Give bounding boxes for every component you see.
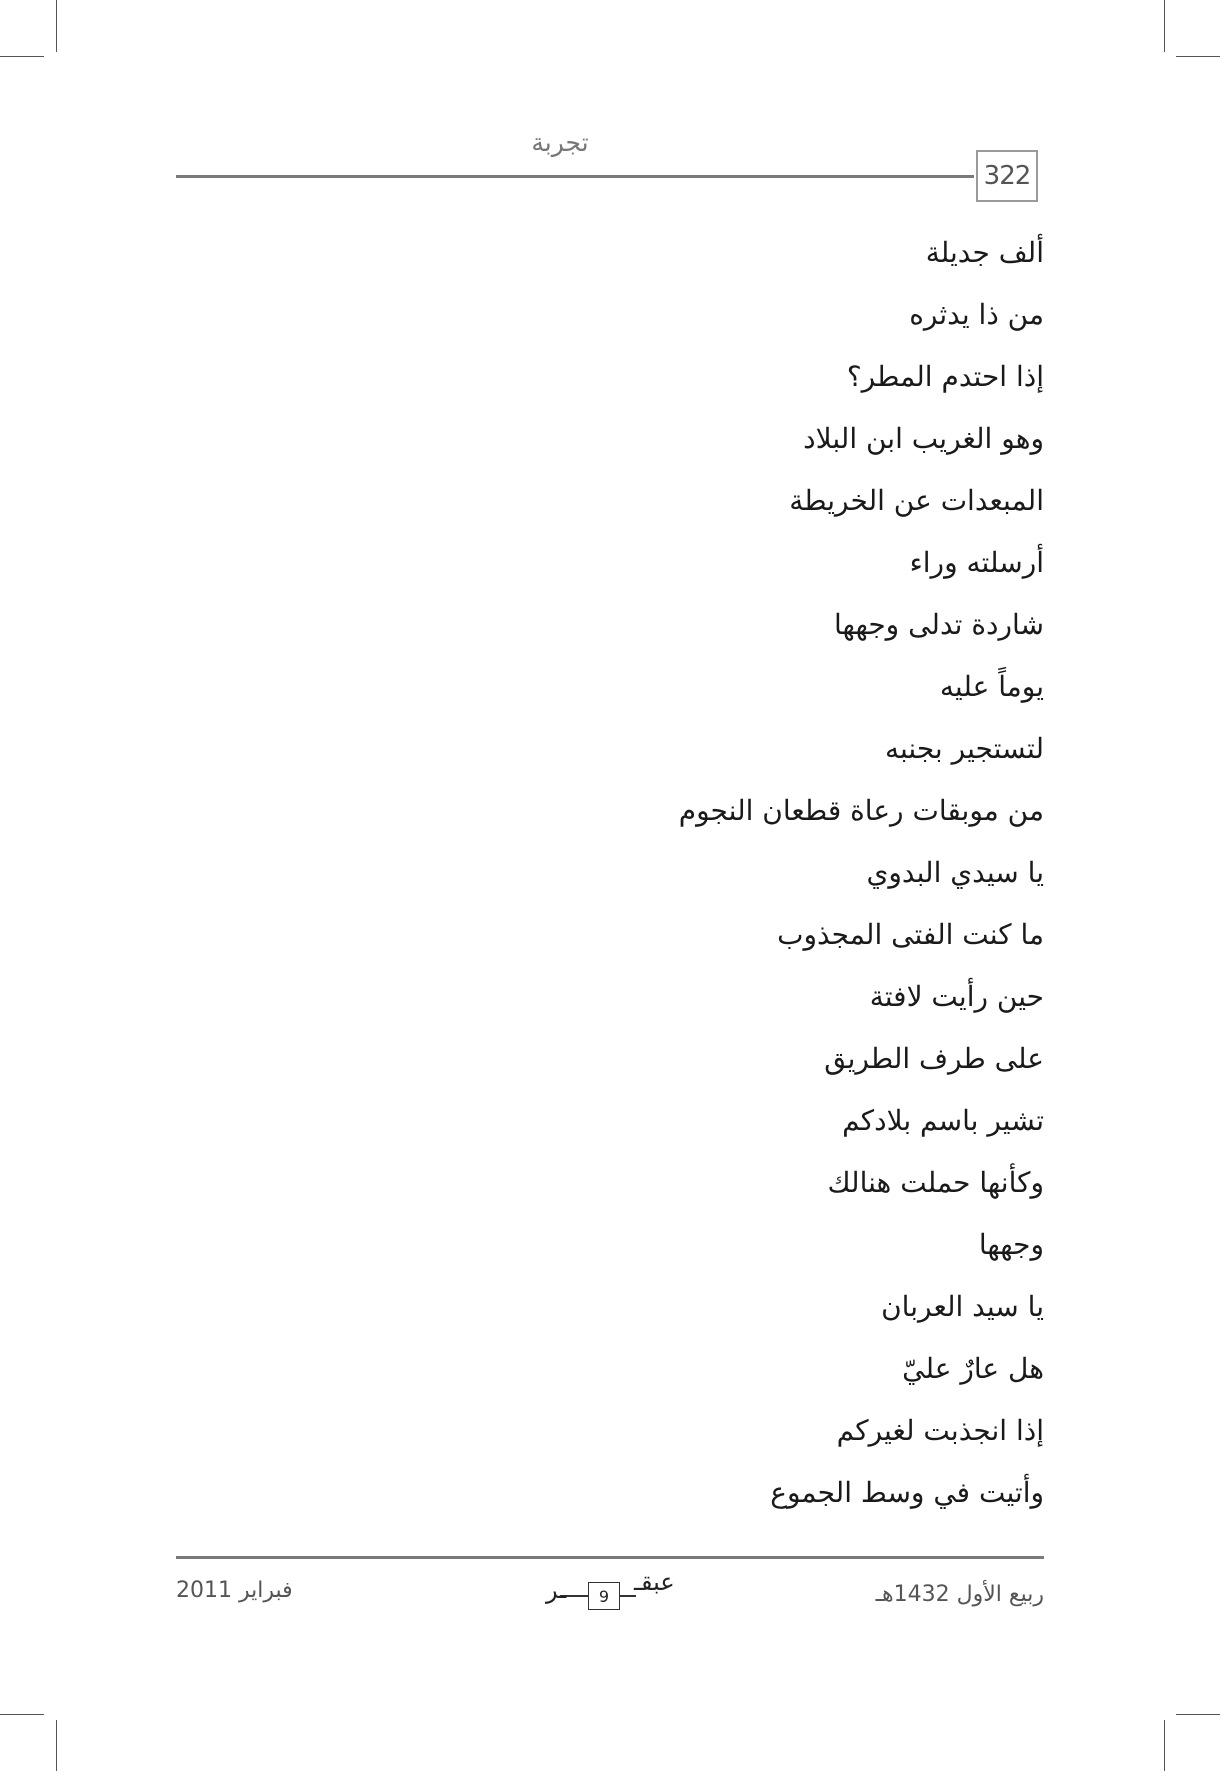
logo-text-start: عبقـ bbox=[634, 1568, 675, 1596]
poem-line: ما كنت الفتى المجذوب bbox=[777, 918, 1044, 951]
crop-mark bbox=[1176, 56, 1220, 57]
poem-line: على طرف الطريق bbox=[824, 1042, 1044, 1075]
crop-mark bbox=[56, 1720, 57, 1771]
poem-line: يا سيد العربان bbox=[881, 1290, 1044, 1323]
poem-line: أرسلته وراء bbox=[909, 546, 1044, 579]
poem-line: لتستجير بجنبه bbox=[884, 732, 1044, 765]
poem-line: إذا احتدم المطر؟ bbox=[846, 360, 1044, 393]
poem-line: إذا انجذبت لغيركم bbox=[836, 1414, 1044, 1447]
footer-date-gregorian: فبراير 2011 bbox=[176, 1578, 293, 1603]
poem-line: وأتيت في وسط الجموع bbox=[770, 1476, 1044, 1509]
poem-line: وجهها bbox=[978, 1228, 1044, 1261]
poem-line: من ذا يدثره bbox=[909, 298, 1044, 331]
poem-line: هل عارٌ عليّ bbox=[902, 1352, 1044, 1385]
poem-line: وهو الغريب ابن البلاد bbox=[803, 422, 1044, 455]
poem-body bbox=[224, 222, 1044, 1524]
crop-mark bbox=[1176, 1714, 1220, 1715]
poem-line: ألف جديلة bbox=[925, 236, 1044, 269]
poem-line: يوماً عليه bbox=[939, 670, 1044, 703]
poem-line: المبعدات عن الخريطة bbox=[789, 484, 1044, 517]
section-title: تجربة bbox=[531, 128, 589, 157]
crop-mark bbox=[1164, 0, 1165, 52]
crop-mark bbox=[0, 56, 44, 57]
magazine-logo bbox=[546, 1568, 696, 1612]
page-number: 322 bbox=[976, 150, 1038, 202]
poem-line: وكأنها حملت هنالك bbox=[827, 1166, 1044, 1199]
header-rule bbox=[176, 175, 974, 178]
crop-mark bbox=[1164, 1720, 1165, 1771]
poem-line: يا سيدي البدوي bbox=[866, 856, 1044, 889]
footer-date-hijri: ربيع الأول 1432هـ bbox=[875, 1582, 1044, 1607]
logo-text-end: ـر bbox=[546, 1576, 567, 1604]
poem-line: شاردة تدلى وجهها bbox=[834, 608, 1044, 641]
poem-line: حين رأيت لافتة bbox=[869, 980, 1044, 1013]
poem-line: من موبقات رعاة قطعان النجوم bbox=[678, 794, 1044, 827]
issue-number: 9 bbox=[588, 1582, 620, 1610]
footer-rule bbox=[176, 1556, 1044, 1559]
crop-mark bbox=[0, 1714, 44, 1715]
crop-mark bbox=[56, 0, 57, 52]
poem-line: تشير باسم بلادكم bbox=[842, 1104, 1044, 1137]
